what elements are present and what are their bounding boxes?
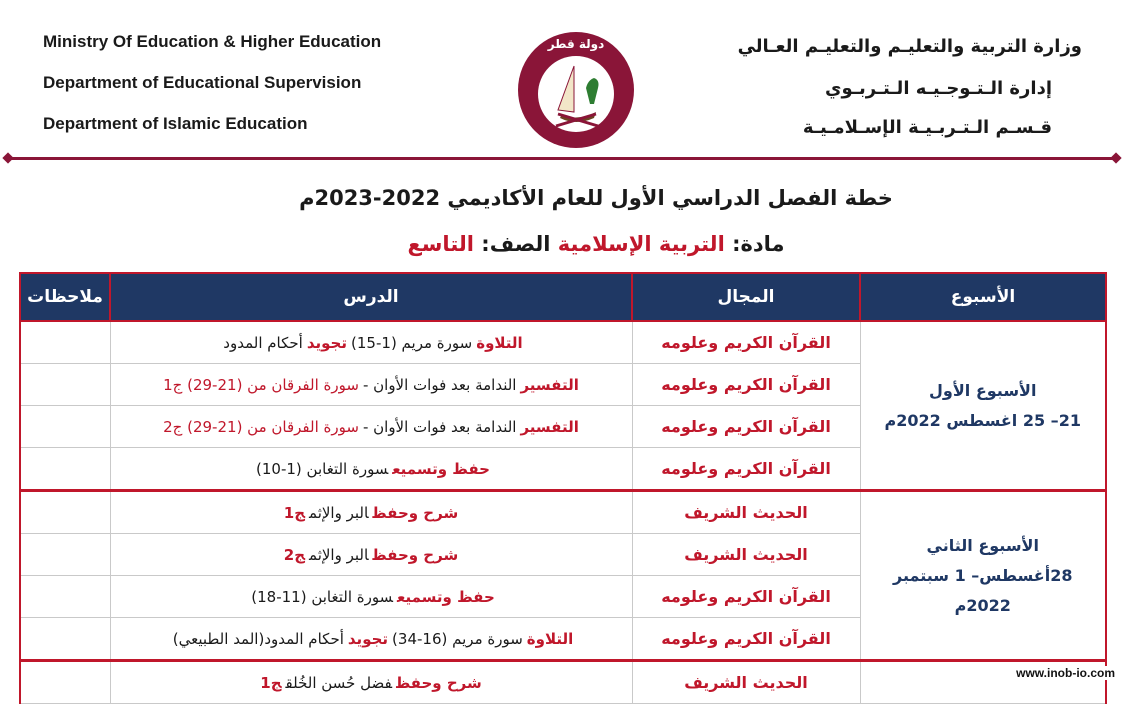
notes-cell — [20, 491, 110, 534]
lesson-cell — [110, 534, 632, 576]
lesson-text: البر والإثم — [309, 545, 369, 564]
lesson-text: أحكام المدود(المد الطبيعي) — [172, 629, 344, 648]
lesson-keyword: تجويد — [347, 629, 389, 648]
lesson-text: سورة مريم (1-15) — [351, 333, 473, 352]
header-notes: ملاحظات — [20, 273, 110, 321]
lesson-cell — [110, 491, 632, 534]
lesson-text: سورة التغابن (1-10) — [256, 459, 389, 478]
lesson-keyword: شرح وحفظ — [372, 503, 459, 522]
lesson-text: فضل حُسن الخُلق — [285, 673, 393, 692]
lesson-keyword: ج1 — [283, 503, 306, 522]
lesson-keyword: التلاوة — [526, 629, 574, 648]
lesson-cell — [110, 661, 632, 704]
table-header-row — [20, 273, 1106, 321]
page-title: خطة الفصل الدراسي الأول للعام الأكاديمي 2022-2023م — [299, 186, 893, 210]
lesson-keyword: سورة الفرقان من (21-29) ج2 — [163, 417, 359, 436]
notes-cell — [20, 534, 110, 576]
lesson-keyword: تجويد — [306, 333, 348, 352]
week-dates: 21– 25 اغسطس 2022م — [884, 410, 1081, 430]
table-row — [20, 321, 1106, 364]
notes-cell — [20, 661, 110, 704]
subject-line — [0, 232, 1132, 256]
qatar-ministry-logo — [514, 26, 638, 152]
header-field: المجال — [632, 273, 860, 321]
ministry-ar: وزارة التربية والتعليـم والتعليـم العـالي — [737, 36, 1082, 57]
lesson-text: الندامة بعد فوات الأوان - — [362, 417, 517, 436]
field-cell: الحديث الشريف — [632, 661, 860, 704]
lesson-cell — [110, 321, 632, 364]
field-cell: الحديث الشريف — [632, 491, 860, 534]
notes-cell — [20, 618, 110, 661]
islamic-dept-ar: قـسـم الـتـربـيـة الإسـلامـيـة — [802, 117, 1052, 138]
supervision-dept-ar: إدارة الـتـوجـيـه الـتـربـوي — [825, 78, 1052, 99]
field-cell: القرآن الكريم وعلومه — [632, 321, 860, 364]
lesson-cell — [110, 618, 632, 661]
week-cell — [860, 491, 1106, 661]
lesson-keyword: حفظ وتسميع — [397, 587, 495, 606]
lesson-keyword: حفظ وتسميع — [392, 459, 490, 478]
week-name: الأسبوع الأول — [929, 380, 1037, 400]
plan-table — [19, 272, 1107, 704]
field-cell: الحديث الشريف — [632, 534, 860, 576]
subject-label: مادة: — [732, 232, 785, 256]
lesson-keyword: التفسير — [520, 375, 579, 394]
supervision-dept-en: Department of Educational Supervision — [43, 73, 362, 92]
field-cell: القرآن الكريم وعلومه — [632, 576, 860, 618]
lesson-keyword: ج1 — [260, 673, 282, 692]
header-week: الأسبوع — [860, 273, 1106, 321]
lesson-keyword: ج2 — [283, 545, 306, 564]
lesson-keyword: التفسير — [520, 417, 579, 436]
field-cell: القرآن الكريم وعلومه — [632, 448, 860, 491]
week-cell — [860, 321, 1106, 491]
lesson-text: أحكام المدود — [223, 333, 303, 352]
notes-cell — [20, 406, 110, 448]
lesson-keyword: شرح وحفظ — [372, 545, 459, 564]
lesson-keyword: سورة الفرقان من (21-29) ج1 — [163, 375, 359, 394]
field-cell: القرآن الكريم وعلومه — [632, 364, 860, 406]
notes-cell — [20, 576, 110, 618]
lesson-keyword: التلاوة — [476, 333, 523, 352]
ministry-en: Ministry Of Education & Higher Education — [43, 32, 382, 51]
field-cell: القرآن الكريم وعلومه — [632, 618, 860, 661]
header-divider — [8, 157, 1116, 160]
islamic-dept-en: Department of Islamic Education — [43, 114, 308, 133]
notes-cell — [20, 364, 110, 406]
subject-value: التربية الإسلامية — [557, 232, 725, 256]
table-row — [20, 661, 1106, 704]
lesson-text: سورة التغابن (11-18) — [251, 587, 393, 606]
lesson-cell — [110, 576, 632, 618]
header-lesson: الدرس — [110, 273, 632, 321]
week-dates: 28أغسطس– 1 سبتمبر 2022م — [893, 565, 1073, 615]
lesson-text: سورة مريم (16-34) — [392, 629, 523, 648]
lesson-keyword: شرح وحفظ — [396, 673, 482, 692]
grade-value: التاسع — [407, 232, 474, 256]
lesson-text: الندامة بعد فوات الأوان - — [362, 375, 517, 394]
notes-cell — [20, 448, 110, 491]
lesson-cell — [110, 448, 632, 491]
field-cell: القرآن الكريم وعلومه — [632, 406, 860, 448]
table-row — [20, 491, 1106, 534]
notes-cell — [20, 321, 110, 364]
lesson-cell — [110, 406, 632, 448]
grade-label: الصف: — [481, 232, 551, 256]
logo-title: دولة قطر — [547, 37, 605, 51]
week-name: الأسبوع الثاني — [926, 535, 1039, 555]
lesson-text: البر والإثم — [309, 503, 369, 522]
watermark: www.inob-io.com — [1013, 666, 1118, 680]
lesson-cell — [110, 364, 632, 406]
